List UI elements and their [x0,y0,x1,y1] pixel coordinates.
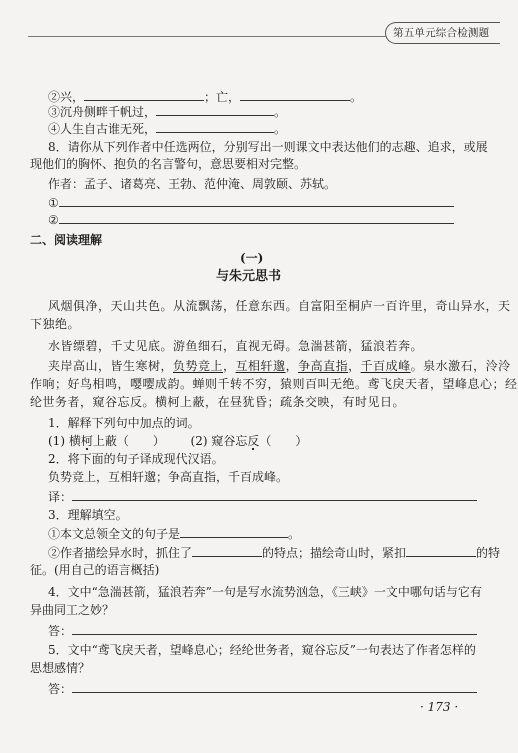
passage-number: (一) [240,251,264,265]
q5-answer [48,680,477,697]
passage-underlined-3: 争高直指 [298,359,349,373]
q3-item-1 [48,525,300,542]
q3-item-2-line2: 征。(用自己的语言概括) [30,563,160,577]
q7-item4-prefix: ④人生自古谁无死， [48,122,157,136]
q7-item-4 [48,120,286,137]
q7-item2-end: 。 [350,90,363,104]
q3-a-pre: ①本文总领全文的句子是 [48,527,181,541]
q1-b-post[interactable]: （ ） [259,434,308,448]
q2-prompt: 2．将下面的句子译成现代汉语。 [48,452,224,466]
q2-answer-line[interactable] [72,488,477,501]
passage-p3-text-1: 夹岸高山，皆生寒树， [48,359,174,373]
q8-answer-1-label: ① [48,196,59,210]
q3-item-2 [48,544,500,561]
q4-line-2: 异曲同工之妙？ [30,603,115,617]
q3-b-end: 的特 [476,546,501,560]
q1-items [48,433,307,449]
q2-sentence: 负势竞上，互相轩邈；争高直指，千百成峰。 [48,470,289,484]
q3-a-end: 。 [288,527,301,541]
q8-answer-2-label: ② [48,213,59,227]
header-title: 第五单元综合检测题 [393,27,490,39]
passage-underlined-1: 负势竞上 [173,359,224,373]
q7-item2-blank-a[interactable] [84,88,204,101]
q8-answer-2-line[interactable] [59,211,454,224]
q7-item2-prefix: ②兴， [48,90,85,104]
passage-title: 与朱元思书 [216,269,282,284]
passage-p3-line2: 作响；好鸟相鸣，嘤嘤成韵。蝉则千转不穷，猿则百叫无绝。鸢飞戾天者，望峰息心；经 [30,377,518,391]
passage-p2: 水皆缥碧，千丈见底。游鱼细石，直视无碍。急湍甚箭，猛浪若奔。 [48,339,424,353]
section-2-title: 二、阅读理解 [30,233,103,247]
q5-line-2: 思想感情？ [30,661,91,675]
q2-answer-label: 译： [48,490,73,504]
passage-p3-text-2: ， [223,359,236,373]
page-header [0,0,500,40]
q7-item2-mid: ；亡， [204,90,241,104]
q4-answer-line[interactable] [72,622,477,635]
q3-b-blank-2[interactable] [406,544,476,557]
page-number: · 173 · [420,700,459,714]
passage-p3-text-4: ， [348,359,361,373]
q8-answer-2 [48,211,454,228]
q1-b-pre: (2) 窥谷忘 [190,434,248,448]
q2-answer [48,488,477,505]
q3-b-blank-1[interactable] [192,544,262,557]
q3-a-blank[interactable] [180,525,288,538]
q8-line-1: 8．请你从下列作者中任选两位，分别写出一则课文中表达他们的志趣、追求，或展 [48,140,488,154]
passage-p1-line2: 下独绝。 [30,317,81,331]
passage-p1-line1: 风烟俱净，天山共色。从流飘荡，任意东西。自富阳至桐庐一百许里，奇山异水，天 [48,299,511,313]
passage-p3-line3: 纶世务者，窥谷忘反。横柯上蔽，在昼犹昏；疏条交映，有时见日。 [30,395,406,409]
passage-underlined-4: 千百成峰 [360,359,411,373]
q5-answer-label: 答： [48,682,73,696]
q3-b-pre: ②作者描绘异水时，抓住了 [48,546,193,560]
q3-b-mid: 的特点；描绘奇山时，紧扣 [262,546,407,560]
q1-a-pre: (1) 横 [48,434,81,448]
q1-b-dotted-word: 反 [247,434,259,451]
q8-line-2: 现他们的胸怀、抱负的名言警句，意思要相对完整。 [30,157,307,171]
passage-underlined-2: 互相轩邈 [235,359,286,373]
q7-item-3 [48,103,286,120]
q4-answer-label: 答： [48,624,73,638]
q7-item4-end: 。 [274,122,287,136]
q7-item2-blank-b[interactable] [240,88,350,101]
q1-a-dotted-word: 柯 [81,434,93,451]
q1-a-post[interactable]: 上蔽（ ） [92,434,165,448]
q7-item3-prefix: ③沉舟侧畔千帆过， [48,105,157,119]
q5-line-1: 5．文中“鸢飞戾天者，望峰息心；经纶世务者，窥谷忘反”一句表达了作者怎样的 [48,643,476,657]
q8-authors: 作者：孟子、诸葛亮、王勃、范仲淹、周敦颐、苏轼。 [48,177,337,191]
q8-answer-1 [48,194,454,211]
passage-p3-text-5: 。泉水激石，泠泠 [410,359,511,373]
passage-p3-line1 [48,358,511,374]
q8-answer-1-line[interactable] [59,194,454,207]
q7-item3-blank[interactable] [156,103,274,116]
q3-prompt: 3．理解填空。 [48,508,128,522]
q4-line-1: 4．文中“急湍甚箭，猛浪若奔”一句是写水流势汹急，《三峡》一文中哪句话与它有 [48,585,482,599]
q7-item4-blank[interactable] [156,120,274,133]
q1-prompt: 1．解释下列句中加点的词。 [48,416,200,430]
q7-item3-end: 。 [274,105,287,119]
q5-answer-line[interactable] [72,680,477,693]
passage-p3-text-3: ， [285,359,299,373]
q4-answer [48,622,477,639]
